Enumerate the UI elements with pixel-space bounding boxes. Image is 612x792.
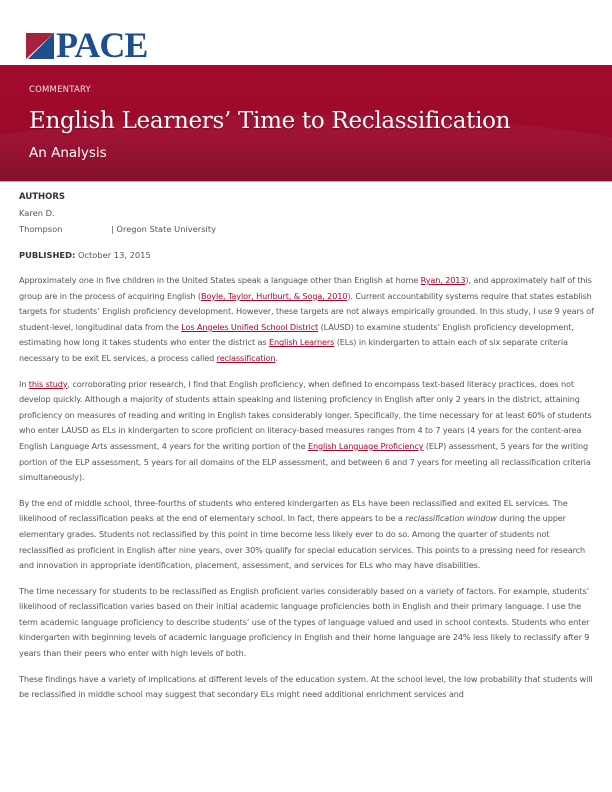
citation-link[interactable]: this study xyxy=(28,378,68,389)
paragraph xyxy=(19,273,595,367)
paragraph-text: The time necessary for students to be reclassified as English proficient varies considerably based on a variety of factors. For example, students’ likelihood of reclassification varies based on their initial academic language proficiencies both in English and their primary language. I use the term academic language proficiency to describe students’ use of the types of language valued and used in school contexts. Students who enter kindergarten with beginning levels of academic language proficiency in English and their home language are 24% less likely to reclassify after 9 years than their peers who enter with high levels of both. xyxy=(19,585,590,659)
paragraph-text: , corroborating prior research, I find that English proficiency, when defined to encompass text-based literacy practices, does not develop quickly. Although a majority of students attain speaking and listening proficiency in English after only 2 years in the district, attaining proficiency on measures of reading and writing in English takes considerably longer. Specifically, the time necessary for at least 60% of students who enter LAUSD as ELs in kindergarten to score proficient on literacy-based measures ranges from 4 to 7 years (4 years for the content-area English Language Arts assessment, 4 years for the writing portion of the xyxy=(19,378,592,451)
paragraph-text: Approximately one in five children in the United States speak a language other than English at home xyxy=(19,275,421,285)
paragraph-text: (ELP) assessment, 5 years for the writing portion of the ELP assessment, 5 years for all domains of the ELP assessment, and between 6 and 7 years for meeting all reclassification criteria simultaneously). xyxy=(19,440,591,483)
citation-link[interactable]: reclassification xyxy=(216,352,276,363)
pace-logo-text: PACE xyxy=(56,25,148,65)
citation-link[interactable]: English Language Proficiency xyxy=(307,440,424,451)
article-type: COMMENTARY xyxy=(29,85,91,95)
paragraph-text: (ELs) in kindergarten to attain each of six separate criteria necessary to be exit EL services, a process called xyxy=(19,337,568,363)
header-banner xyxy=(0,65,612,182)
pace-logo[interactable] xyxy=(26,25,148,65)
paragraph xyxy=(19,672,595,703)
author-affiliation: | Oregon State University xyxy=(111,224,216,234)
paragraph-text: In xyxy=(19,378,29,389)
authors-section xyxy=(19,192,216,234)
paragraph-text: These findings have a variety of implications at different levels of the education system. At the school level, the low probability that students will be reclassified in middle school may suggest that secondary ELs might need additional enrichment services and xyxy=(19,673,593,700)
paragraph-text: ), and approximately half of this group are in the process of acquiring English ( xyxy=(19,275,592,301)
paragraph-text: during the upper elementary grades. Students not reclassified by this point in time become less likely ever to do so. Among the quarter of students not reclassified as proficient in English after nine years, over 30% qualify for special education services. This points to a pressing need for research and innovation in appropriate identification, placement, assessment, and services for ELs who may have disabilities. xyxy=(19,513,585,571)
author-name-first: Karen D. xyxy=(19,208,55,218)
authors-heading: AUTHORS xyxy=(19,192,66,202)
published-line xyxy=(19,250,151,260)
paragraph xyxy=(19,377,595,486)
page-title: English Learners’ Time to Reclassification xyxy=(29,108,511,134)
pace-logo-mark-icon xyxy=(26,33,54,59)
citation-link[interactable]: Los Angeles Unified School District xyxy=(181,321,319,332)
emphasized-text: reclassification window xyxy=(405,513,497,524)
page-subtitle: An Analysis xyxy=(29,145,107,161)
citation-link[interactable]: Ryan, 2013 xyxy=(420,275,466,285)
published-label: PUBLISHED: xyxy=(19,250,76,260)
author-name-last: Thompson xyxy=(19,224,63,234)
paragraph-text: . xyxy=(275,352,278,363)
article-body xyxy=(19,273,595,713)
paragraph xyxy=(19,584,595,662)
published-date: October 13, 2015 xyxy=(77,250,151,260)
citation-link[interactable]: English Learners xyxy=(268,337,335,348)
paragraph-text: ). Current accountability systems require that states establish targets for students’ English proficiency development. However, these targets are not always empirically grounded. In this study, I use 9 years of student-level, longitudinal data from the xyxy=(19,290,594,332)
paragraph xyxy=(19,496,595,574)
paragraph-text: By the end of middle school, three-fourths of students who entered kindergarten as ELs have been reclassified and exited EL services. The likelihood of reclassification peaks at the end of elementary school. In fact, there appears to be a xyxy=(19,497,568,524)
paragraph-text: (LAUSD) to examine students’ English proficiency development, estimating how long it takes students who enter the district as xyxy=(19,321,574,348)
citation-link[interactable]: Boyle, Taylor, Hurlburt, & Soga, 2010 xyxy=(200,290,348,301)
